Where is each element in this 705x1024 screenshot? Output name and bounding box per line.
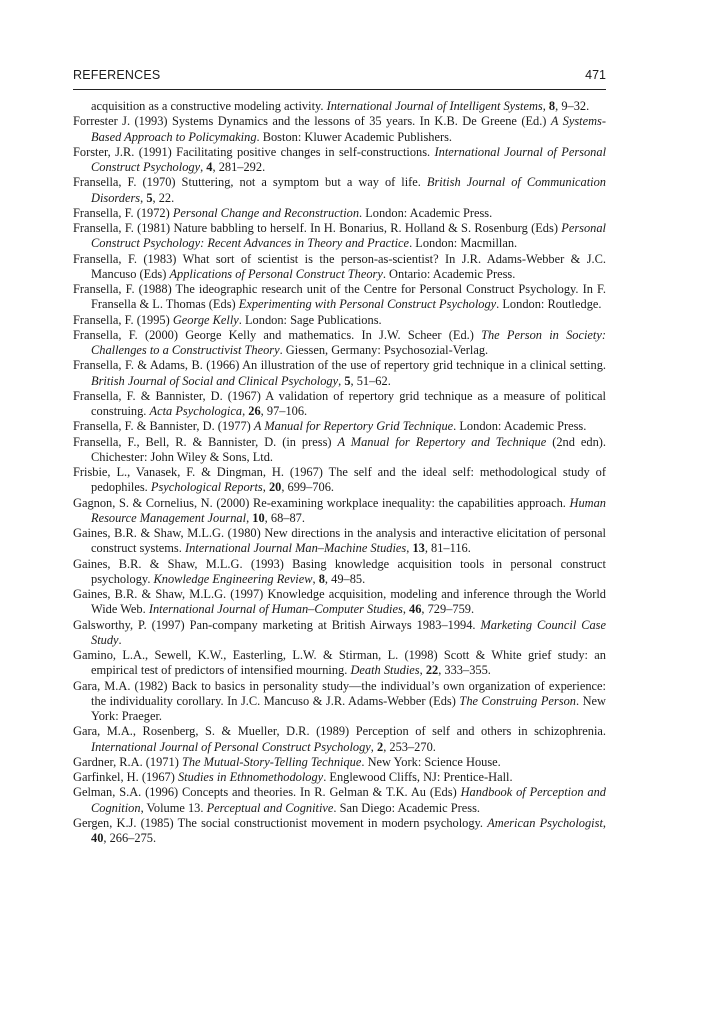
reference-text: , bbox=[312, 571, 319, 586]
reference-text: , 51–62. bbox=[350, 373, 391, 388]
reference-text: Fransella, F., Bell, R. & Bannister, D. (in press) bbox=[73, 434, 338, 449]
reference-list bbox=[73, 99, 606, 846]
reference-text: , 729–759. bbox=[421, 602, 475, 617]
reference-title: Personal Construct Psychology: Recent Advances in Theory and Practice bbox=[91, 221, 606, 251]
reference-text: . London: Macmillan. bbox=[409, 236, 518, 251]
reference-title: The Construing Person bbox=[459, 693, 576, 708]
reference-title: Human Resource Management Journal bbox=[91, 495, 606, 525]
header-rule bbox=[73, 89, 606, 90]
reference-entry bbox=[73, 679, 606, 725]
reference-text: , bbox=[419, 663, 426, 678]
reference-title: British Journal of Social and Clinical Psychology bbox=[91, 373, 339, 388]
reference-text: , bbox=[602, 815, 606, 830]
reference-text: . London: Academic Press. bbox=[453, 419, 587, 434]
reference-text: , bbox=[140, 190, 147, 205]
reference-entry bbox=[73, 114, 606, 145]
reference-text: , 81–116. bbox=[424, 541, 471, 556]
reference-text: Fransella, F. (1981) Nature babbling to herself. In H. Bonarius, R. Holland & S. Rosenburg (Eds) bbox=[73, 221, 562, 235]
reference-entry bbox=[73, 648, 606, 679]
reference-entry bbox=[73, 785, 606, 816]
reference-text: , bbox=[246, 510, 253, 525]
reference-title: A Manual for Repertory Grid Technique bbox=[253, 419, 454, 434]
reference-entry bbox=[73, 587, 606, 618]
reference-volume: 22 bbox=[425, 663, 439, 678]
reference-entry bbox=[73, 145, 606, 176]
reference-text: Forster, J.R. (1991) Facilitating positive changes in self-constructions. bbox=[73, 144, 435, 159]
reference-entry bbox=[73, 618, 606, 649]
reference-title: International Journal of Personal Construct Psychology bbox=[91, 144, 607, 174]
reference-entry bbox=[73, 419, 606, 434]
reference-text: Fransella, F. (1995) bbox=[73, 312, 173, 327]
reference-text: Gaines, B.R. & Shaw, M.L.G. (1997) Knowledge acquisition, modeling and inference through the World Wide Web. bbox=[73, 587, 606, 617]
reference-title: Marketing Council Case Study bbox=[91, 617, 606, 647]
reference-text: Fransella, F. & Adams, B. (1966) An illustration of the use of repertory grid technique in a clinical setting. bbox=[73, 358, 606, 373]
reference-text: . Ontario: Academic Press. bbox=[382, 266, 516, 281]
reference-text: , 68–87. bbox=[264, 510, 305, 525]
reference-text: . London: Routledge. bbox=[496, 297, 602, 312]
reference-text: , 9–32. bbox=[555, 99, 590, 113]
reference-title: Perceptual and Cognitive bbox=[206, 800, 334, 815]
reference-entry bbox=[73, 282, 606, 313]
reference-title: Studies in Ethnomethodology bbox=[177, 770, 324, 784]
reference-text: Fransella, F. (1972) bbox=[73, 205, 173, 220]
reference-volume: 5 bbox=[146, 190, 153, 205]
reference-title: Handbook of Perception and Cognition bbox=[91, 785, 606, 815]
reference-entry bbox=[73, 252, 606, 283]
reference-text: , 97–106. bbox=[260, 404, 308, 418]
reference-text: . London: Sage Publications. bbox=[238, 312, 382, 327]
reference-entry bbox=[73, 755, 606, 770]
reference-title: International Journal of Intelligent Systems bbox=[326, 99, 543, 113]
reference-volume: 10 bbox=[252, 510, 265, 525]
page-header bbox=[73, 68, 606, 86]
reference-entry bbox=[73, 465, 606, 496]
reference-text: . San Diego: Academic Press. bbox=[333, 800, 481, 815]
reference-text: , bbox=[262, 480, 269, 495]
reference-entry bbox=[73, 724, 606, 755]
reference-text: Gaines, B.R. & Shaw, M.L.G. (1993) Basing knowledge acquisition tools in personal construct psychology. bbox=[73, 556, 606, 586]
reference-title: A Systems-Based Approach to Policymaking bbox=[91, 114, 606, 144]
reference-text: . Englewood Cliffs, NJ: Prentice-Hall. bbox=[323, 770, 513, 784]
reference-text: . New York: Science House. bbox=[361, 754, 501, 769]
reference-volume: 20 bbox=[268, 480, 282, 495]
reference-text: , Volume 13. bbox=[140, 800, 207, 815]
reference-title: Personal Change and Reconstruction bbox=[172, 205, 360, 220]
reference-entry bbox=[73, 557, 606, 588]
reference-entry bbox=[73, 435, 606, 466]
reference-text: , 699–706. bbox=[281, 480, 334, 495]
reference-text: , 266–275. bbox=[103, 831, 157, 845]
reference-entry bbox=[73, 358, 606, 389]
reference-text: , bbox=[370, 739, 377, 754]
reference-text: Gagnon, S. & Cornelius, N. (2000) Re-examining workplace inequality: the capabilities approach. bbox=[73, 495, 570, 510]
reference-title: Applications of Personal Construct Theory bbox=[169, 266, 383, 281]
reference-title: George Kelly bbox=[172, 312, 239, 327]
reference-text: acquisition as a constructive modeling activity. bbox=[91, 99, 327, 113]
reference-volume: 8 bbox=[548, 99, 556, 113]
reference-text: Gamino, L.A., Sewell, K.W., Easterling, L.W. & Stirman, L. (1998) Scott & White grief study: an empirical test of predictors of intensified mourning. bbox=[73, 648, 606, 678]
reference-text: Gelman, S.A. (1996) Concepts and theories. In R. Gelman & T.K. Au (Eds) bbox=[73, 785, 461, 800]
reference-text: , bbox=[542, 99, 549, 113]
reference-entry bbox=[73, 206, 606, 221]
reference-entry bbox=[73, 313, 606, 328]
reference-text: , 281–292. bbox=[212, 160, 266, 174]
reference-title: British Journal of Communication Disorders bbox=[91, 175, 606, 205]
reference-volume: 8 bbox=[318, 571, 325, 586]
reference-text: Galsworthy, P. (1997) Pan-company marketing at British Airways 1983–1994. bbox=[73, 617, 481, 632]
page-number: 471 bbox=[585, 68, 606, 82]
reference-text: Gara, M.A. (1982) Back to basics in personality study—the individual’s own organization of experience: the individuality corollary. In J.C. Mancuso & J.R. Adams-Webber (Eds) bbox=[73, 678, 606, 708]
reference-title: Psychological Reports bbox=[150, 480, 263, 495]
reference-text: Gara, M.A., Rosenberg, S. & Mueller, D.R. (1989) Perception of self and others in schizophrenia. bbox=[73, 724, 606, 739]
running-head: REFERENCES bbox=[73, 68, 161, 82]
reference-text: . London: Academic Press. bbox=[359, 205, 493, 220]
reference-entry bbox=[73, 496, 606, 527]
reference-text: . New York: Praeger. bbox=[91, 693, 607, 723]
reference-volume: 13 bbox=[412, 541, 425, 556]
reference-title: American Psychologist bbox=[487, 815, 603, 830]
reference-title: Knowledge Engineering Review bbox=[153, 571, 313, 586]
reference-entry bbox=[73, 328, 606, 359]
reference-volume: 2 bbox=[377, 739, 384, 754]
reference-entry bbox=[73, 175, 606, 206]
reference-text: , 253–270. bbox=[383, 739, 436, 754]
reference-text: , 22. bbox=[152, 190, 175, 205]
reference-entry bbox=[73, 816, 606, 847]
reference-text: , bbox=[406, 541, 413, 556]
reference-text: Gardner, R.A. (1971) bbox=[73, 754, 182, 769]
reference-title: Death Studies bbox=[350, 663, 420, 678]
reference-entry bbox=[73, 526, 606, 557]
reference-text: Gaines, B.R. & Shaw, M.L.G. (1980) New directions in the analysis and interactive elicitation of personal construct systems. bbox=[73, 526, 606, 556]
reference-text: Fransella, F. & Bannister, D. (1977) bbox=[73, 419, 254, 434]
reference-volume: 4 bbox=[206, 160, 213, 174]
reference-text: (2nd edn). Chichester: John Wiley & Sons, Ltd. bbox=[91, 434, 606, 464]
reference-title: International Journal of Personal Construct Psychology bbox=[91, 739, 371, 754]
reference-title: A Manual for Repertory and Technique bbox=[337, 434, 547, 449]
reference-text: , 49–85. bbox=[324, 571, 366, 586]
reference-text: Frisbie, L., Vanasek, F. & Dingman, H. (1967) The self and the ideal self: methodological study of pedophiles. bbox=[73, 465, 606, 495]
reference-volume: 26 bbox=[248, 404, 261, 418]
reference-entry bbox=[73, 99, 606, 114]
reference-text: Fransella, F. (1988) The ideographic research unit of the Centre for Personal Construct Psychology. In F. Fransella & L. Thomas (Eds) bbox=[73, 282, 606, 312]
reference-text: , bbox=[402, 602, 410, 617]
reference-volume: 5 bbox=[344, 373, 351, 388]
reference-title: Experimenting with Personal Construct Psychology bbox=[238, 297, 497, 312]
reference-entry bbox=[73, 221, 606, 252]
reference-text: Garfinkel, H. (1967) bbox=[73, 770, 178, 784]
reference-title: The Person in Society: Challenges to a Constructivist Theory bbox=[91, 327, 606, 357]
reference-title: Acta Psychologica bbox=[149, 404, 243, 418]
reference-text: Gergen, K.J. (1985) The social constructionist movement in modern psychology. bbox=[73, 815, 488, 830]
reference-text: Fransella, F. (1970) Stuttering, not a symptom but a way of life. bbox=[73, 175, 427, 190]
reference-entry bbox=[73, 770, 606, 785]
reference-text: . bbox=[118, 632, 122, 647]
reference-text: . Giessen, Germany: Psychosozial-Verlag. bbox=[279, 343, 489, 357]
reference-volume: 40 bbox=[91, 831, 104, 845]
reference-text: , bbox=[242, 404, 249, 418]
reference-text: Fransella, F. (2000) George Kelly and mathematics. In J.W. Scheer (Ed.) bbox=[73, 327, 482, 342]
reference-text: Fransella, F. & Bannister, D. (1967) A validation of repertory grid technique as a measure of political construing. bbox=[73, 388, 606, 418]
reference-text: , 333–355. bbox=[438, 663, 491, 678]
reference-text: Fransella, F. (1983) What sort of scientist is the person-as-scientist? In J.R. Adams-Webber & J.C. Mancuso (Eds) bbox=[73, 251, 606, 281]
reference-title: International Journal of Human–Computer Studies bbox=[148, 602, 403, 617]
reference-title: International Journal Man–Machine Studies bbox=[184, 541, 407, 556]
reference-volume: 46 bbox=[409, 602, 422, 617]
reference-text: , bbox=[338, 373, 345, 388]
reference-text: . Boston: Kluwer Academic Publishers. bbox=[256, 129, 453, 144]
reference-entry bbox=[73, 389, 606, 420]
reference-text: Forrester J. (1993) Systems Dynamics and the lessons of 35 years. In K.B. De Greene (Ed.) bbox=[73, 114, 551, 129]
reference-title: The Mutual-Story-Telling Technique bbox=[181, 754, 362, 769]
reference-text: , bbox=[200, 160, 207, 174]
